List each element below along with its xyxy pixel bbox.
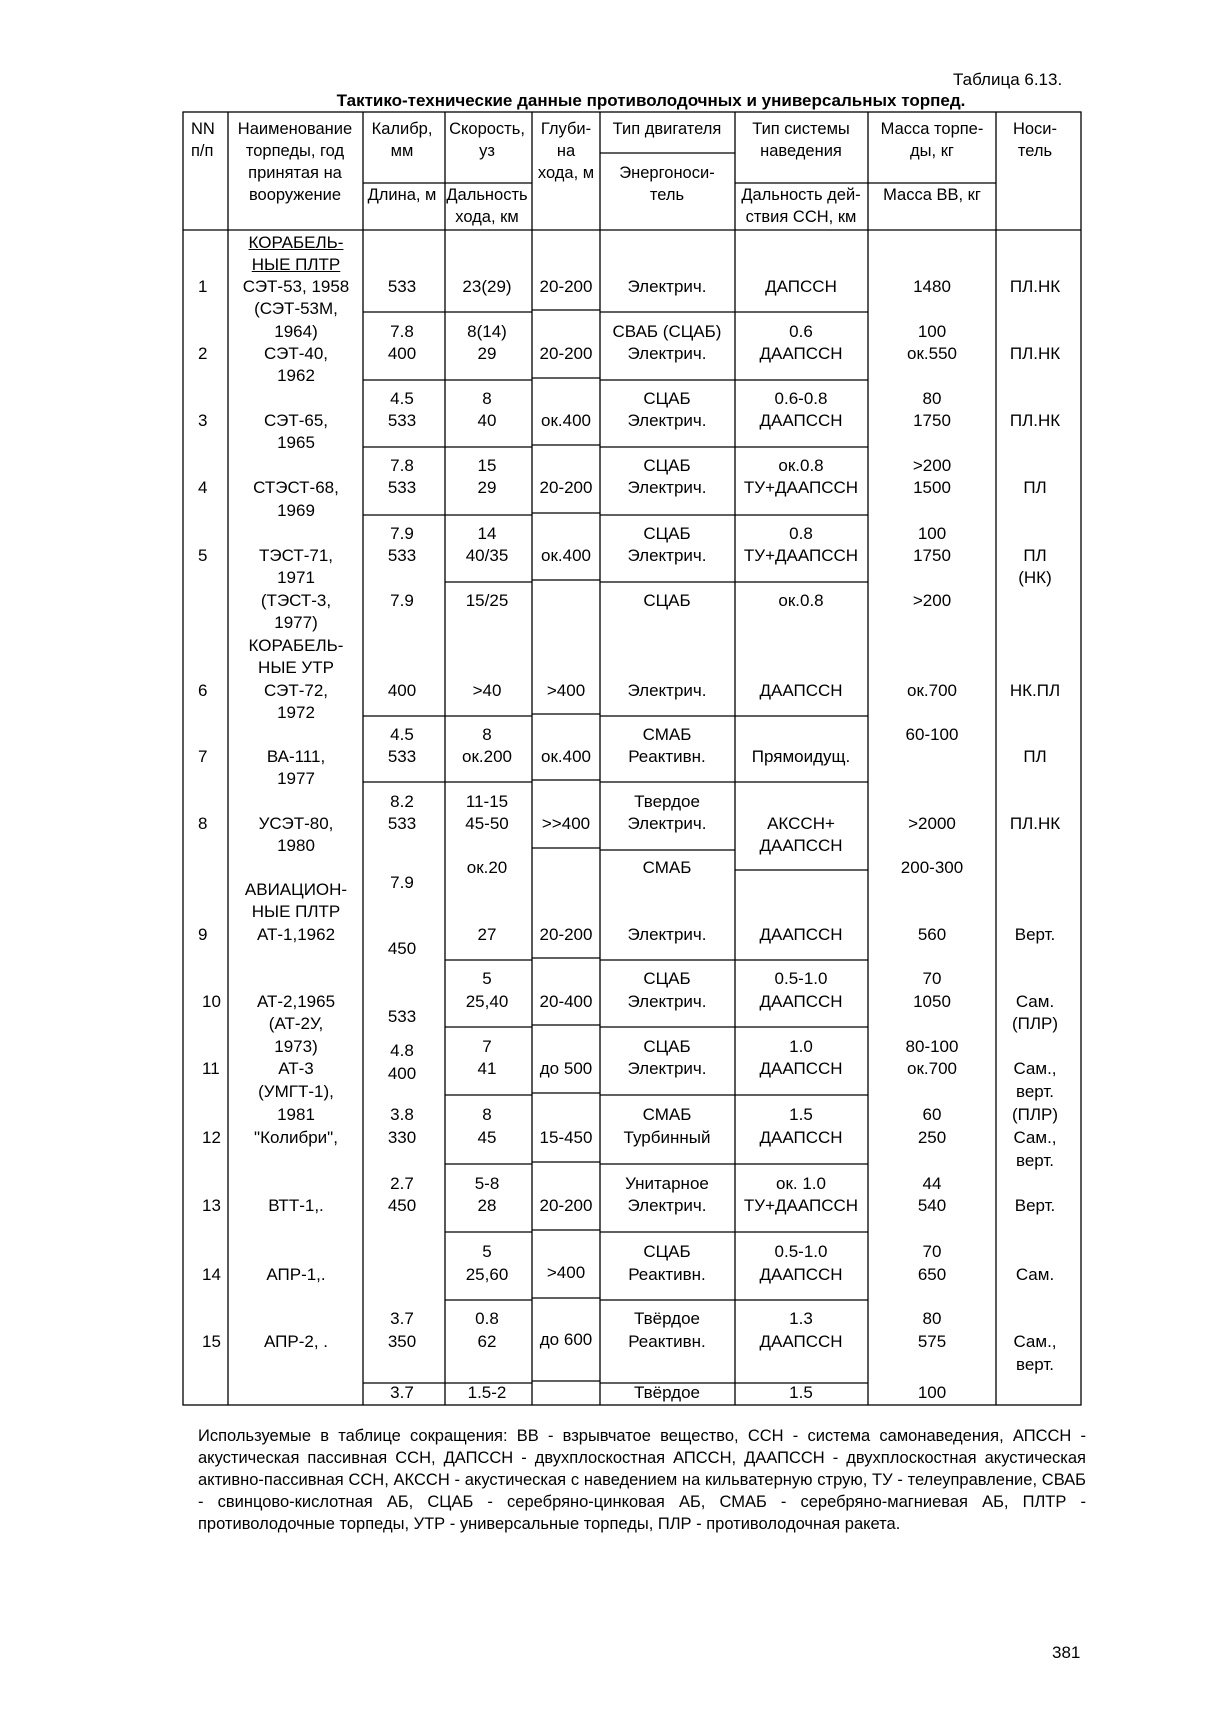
speed-value: >40 (472, 681, 502, 700)
mass-value: 540 (917, 1196, 947, 1215)
range-value: ок.200 (462, 747, 512, 766)
mass-bb-value: 60 (922, 1105, 942, 1124)
engine-value: Электрич. (627, 681, 707, 700)
ssn-range-value: 0.8 (789, 524, 813, 543)
engine-value: Реактивн. (628, 747, 706, 766)
header-energy: Энергоноси- тель (619, 164, 715, 204)
engine-value: Электрич. (627, 992, 707, 1011)
range-value: 29 (477, 478, 497, 497)
speed-value: ок.20 (466, 858, 508, 877)
length-value: 3.7 (390, 1309, 414, 1328)
depth-value: ок.400 (541, 546, 591, 565)
row-number: 10 (202, 992, 221, 1011)
range-value: 40/35 (465, 546, 509, 565)
carrier-value: ПЛ (1023, 546, 1047, 565)
mass-value: ок.700 (907, 681, 957, 700)
torpedo-name: АПР-2, . (264, 1332, 328, 1351)
row-number: 13 (202, 1196, 221, 1215)
mass-value: 1480 (913, 277, 951, 296)
torpedo-name: СТЭСТ-68, (253, 478, 339, 497)
header-caliber: Калибр, мм (371, 120, 433, 160)
carrier-value: ПЛ (1023, 478, 1047, 497)
torpedo-name: ВТТ-1,. (268, 1196, 324, 1215)
torpedo-name: (УМГТ-1), (258, 1082, 334, 1101)
mass-bb-value: 200-300 (900, 858, 964, 877)
engine-value: Турбинный (623, 1128, 711, 1147)
torpedo-name: 1981 (277, 1105, 315, 1124)
depth-value: >>400 (541, 814, 591, 833)
engine-value: Электрич. (627, 344, 707, 363)
guidance-value: ДААПССН (759, 344, 843, 363)
row-number: 11 (202, 1059, 220, 1078)
guidance-value: Прямоидущ. (751, 747, 851, 766)
energy-value: Твёрдое (633, 1309, 701, 1328)
depth-value: >400 (546, 1263, 586, 1282)
mass-bb-value: 44 (922, 1174, 942, 1193)
energy-value: СЦАБ (643, 1037, 691, 1056)
row-number: 1 (198, 277, 208, 296)
guidance-value: ДААПССН (759, 836, 843, 855)
speed-value: 5 (482, 1242, 492, 1261)
header-mass-bb: Масса ВВ, кг (883, 186, 981, 204)
mass-value: 250 (917, 1128, 947, 1147)
engine-value: Реактивн. (628, 1265, 706, 1284)
length-value: 7.8 (390, 456, 414, 475)
row-number: 9 (198, 925, 208, 944)
carrier-value: Верт. (1014, 1196, 1056, 1215)
section-heading: АВИАЦИОН- (244, 880, 348, 899)
footnote-text: Используемые в таблице сокращения: ВВ - взрывчатое вещество, ССН - система самонаведения, АПССН - акустическая пассивная ССН, ДАПССН - двухплоскостная АПССН, ДААПССН - двухплоскостная акустическая активно-пассивная ССН, АКССН - акустическая с наведением на кильватерную струю, ТУ - телеуправление, СВАБ - свинцово-кислотная АБ, СЦАБ - серебряно-цинковая АБ, СМАБ - серебряно-магниевая АБ, ПЛТР - противолодочные торпеды, УТР - универсальные торпеды, ПЛР - противолодочная ракета. (198, 1427, 1086, 1533)
header-nn: NN п/п (191, 120, 215, 160)
mass-bb-value: 70 (922, 969, 942, 988)
mass-value: 1750 (913, 411, 951, 430)
speed-value: 7 (482, 1037, 492, 1056)
energy-value: СЦАБ (643, 389, 691, 408)
torpedo-name: 1972 (277, 703, 315, 722)
carrier-value: ПЛ.НК (1009, 344, 1061, 363)
mass-bb-value: 70 (922, 1242, 942, 1261)
speed-value: 8 (482, 725, 492, 744)
engine-value: Электрич. (627, 1059, 707, 1078)
carrier-value: Сам. (1015, 992, 1055, 1011)
ssn-range-value: 0.5-1.0 (774, 1242, 828, 1261)
ssn-range-value: ок.0.8 (778, 456, 824, 475)
energy-value: Твёрдое (633, 1383, 701, 1402)
carrier-value: ПЛ (1023, 747, 1047, 766)
speed-value: 23(29) (462, 277, 512, 296)
depth-value: 20-200 (539, 925, 593, 944)
carrier-value: верт. (1015, 1082, 1055, 1101)
energy-value: Твердое (634, 792, 700, 811)
engine-value: Электрич. (627, 546, 707, 565)
carrier-value: Сам., (1013, 1332, 1057, 1351)
carrier-value: НК.ПЛ (1009, 681, 1061, 700)
table-number: Таблица 6.13. (953, 70, 1063, 89)
ssn-range-value: ок.0.8 (778, 591, 824, 610)
torpedo-name: ТЭСТ-71, (259, 546, 333, 565)
section-heading: КОРАБЕЛЬ- (248, 233, 344, 252)
torpedo-name: ВА-111, (266, 747, 326, 766)
mass-bb-value: >200 (912, 456, 952, 475)
table-caption: Тактико-технические данные противолодочных и универсальных торпед. (336, 91, 966, 110)
energy-value: СМАБ (642, 1105, 692, 1124)
speed-value: 11-15 (465, 792, 509, 811)
mass-value: 1500 (913, 478, 951, 497)
energy-value: СЦАБ (643, 524, 691, 543)
torpedo-name: АТ-1,1962 (256, 925, 336, 944)
depth-value: ок.400 (541, 747, 591, 766)
ssn-range-value: 1.0 (789, 1037, 813, 1056)
depth-value: 20-200 (539, 277, 593, 296)
torpedo-name: 1964) (274, 322, 318, 341)
length-value: 7.9 (390, 591, 414, 610)
caliber-value: 533 (387, 814, 417, 833)
torpedo-name: 1969 (277, 501, 315, 520)
depth-value: 20-200 (539, 478, 593, 497)
energy-value: Унитарное (625, 1174, 709, 1193)
torpedo-name: 1965 (277, 433, 315, 452)
carrier-value: верт. (1015, 1355, 1055, 1374)
length-value: 4.5 (390, 389, 414, 408)
speed-value: 8 (482, 1105, 492, 1124)
length-value: 4.5 (390, 725, 414, 744)
torpedo-name: "Колибри", (254, 1128, 338, 1147)
mass-value: ок.700 (907, 1059, 957, 1078)
engine-value: Электрич. (627, 478, 707, 497)
row-number: 5 (198, 546, 208, 565)
depth-value: 15-450 (539, 1128, 593, 1147)
section-heading: НЫЕ УТР (258, 658, 334, 677)
caliber-value: 400 (387, 1064, 417, 1083)
depth-value: 20-200 (539, 344, 593, 363)
depth-value: ок.400 (541, 411, 591, 430)
guidance-value: ДААПССН (759, 1332, 843, 1351)
row-number: 4 (198, 478, 208, 497)
range-value: 25,60 (465, 1265, 509, 1284)
torpedo-name: СЭТ-40, (264, 344, 328, 363)
length-value: 7.8 (390, 322, 414, 341)
header-length: Длина, м (367, 186, 437, 204)
speed-value: 8(14) (467, 322, 507, 341)
length-value: 2.7 (390, 1174, 414, 1193)
guidance-value: ДАПССН (765, 277, 837, 296)
mass-bb-value: 80-100 (905, 1037, 959, 1056)
header-guidance: Тип системы наведения (752, 120, 850, 160)
depth-value: до 500 (539, 1059, 593, 1078)
mass-bb-value: >200 (912, 591, 952, 610)
range-value: 41 (477, 1059, 497, 1078)
caliber-value: 400 (387, 344, 417, 363)
depth-value: 20-400 (539, 992, 593, 1011)
torpedo-name: 1977) (274, 613, 318, 632)
caliber-value: 400 (387, 681, 417, 700)
header-speed: Скорость, уз (449, 120, 525, 160)
header-mass: Масса торпе- ды, кг (880, 120, 984, 160)
torpedo-name: АПР-1,. (266, 1265, 326, 1284)
length-value: 3.8 (390, 1105, 414, 1124)
energy-value: СЦАБ (643, 591, 691, 610)
row-number: 12 (202, 1128, 221, 1147)
caliber-value: 450 (387, 1196, 417, 1215)
range-value: 29 (477, 344, 497, 363)
guidance-value: ДААПССН (759, 1128, 843, 1147)
speed-value: 0.8 (475, 1309, 499, 1328)
carrier-value: Сам., (1013, 1128, 1057, 1147)
energy-value: СЦАБ (643, 1242, 691, 1261)
ssn-range-value: 0.6 (789, 322, 813, 341)
speed-value: 1.5-2 (467, 1383, 507, 1402)
carrier-value: Верт. (1014, 925, 1056, 944)
carrier-value: (ПЛР) (1011, 1014, 1059, 1033)
length-value: 7.9 (390, 524, 414, 543)
header-carrier: Носи- тель (1012, 120, 1058, 160)
caliber-value: 533 (387, 411, 417, 430)
speed-value: 5 (482, 969, 492, 988)
section-heading: НЫЕ ПЛТР (251, 902, 341, 921)
mass-bb-value: 100 (917, 322, 947, 341)
mass-value: 1750 (913, 546, 951, 565)
guidance-value: ДААПССН (759, 925, 843, 944)
ssn-range-value: 0.5-1.0 (774, 969, 828, 988)
length-value: 8.2 (390, 792, 414, 811)
engine-value: Электрич. (627, 1196, 707, 1215)
row-number: 8 (198, 814, 208, 833)
page-number: 381 (1052, 1643, 1081, 1662)
speed-value: 5-8 (474, 1174, 500, 1193)
abbreviations-footnote (198, 1425, 1086, 1535)
torpedo-name: СЭТ-53, 1958 (242, 277, 350, 296)
engine-value: Электрич. (627, 411, 707, 430)
length-value: 3.7 (390, 1383, 414, 1402)
ssn-range-value: 1.5 (789, 1105, 813, 1124)
header-name: Наименование торпеды, год принятая на вооружение (237, 120, 353, 204)
guidance-value: ДААПССН (759, 1265, 843, 1284)
range-value: 45-50 (465, 814, 509, 833)
torpedo-name: СЭТ-72, (264, 681, 328, 700)
length-value: 7.9 (390, 873, 414, 892)
carrier-value: верт. (1015, 1151, 1055, 1170)
mass-bb-value: 80 (922, 389, 942, 408)
header-ssn-range: Дальность дей- ствия ССН, км (741, 186, 861, 226)
section-heading: КОРАБЕЛЬ- (248, 636, 344, 655)
mass-bb-value: 100 (917, 524, 947, 543)
torpedo-name: АТ-2,1965 (256, 992, 336, 1011)
carrier-value: ПЛ.НК (1009, 277, 1061, 296)
speed-value: 14 (477, 524, 497, 543)
torpedo-name: (СЭТ-53М, (254, 299, 338, 318)
engine-value: Электрич. (627, 814, 707, 833)
range-value: 45 (477, 1128, 497, 1147)
caliber-value: 533 (387, 546, 417, 565)
engine-value: Электрич. (627, 925, 707, 944)
range-value: 27 (477, 925, 497, 944)
guidance-value: ДААПССН (759, 992, 843, 1011)
energy-value: СМАБ (642, 725, 692, 744)
guidance-value: ТУ+ДААПССН (743, 478, 859, 497)
torpedo-name: 1962 (277, 366, 315, 385)
range-value: 28 (477, 1196, 497, 1215)
section-heading: НЫЕ ПЛТР (251, 255, 341, 274)
ssn-range-value: ок. 1.0 (776, 1174, 826, 1193)
torpedo-name: АТ-3 (278, 1059, 314, 1078)
header-depth: Глуби- на хода, м (537, 120, 595, 182)
mass-value: 1050 (913, 992, 951, 1011)
range-value: 40 (477, 411, 497, 430)
row-number: 14 (202, 1265, 221, 1284)
torpedo-name: 1977 (277, 769, 315, 788)
energy-value: СВАБ (СЦАБ) (612, 322, 722, 341)
carrier-value: (НК) (1018, 568, 1052, 587)
guidance-value: ДААПССН (759, 681, 843, 700)
torpedo-name: УСЭТ-80, (258, 814, 334, 833)
row-number: 6 (198, 681, 208, 700)
mass-value: >2000 (908, 814, 956, 833)
caliber-value: 533 (387, 747, 417, 766)
carrier-value: Сам., (1013, 1059, 1057, 1078)
caliber-value: 350 (387, 1332, 417, 1351)
mass-bb-value: 100 (917, 1383, 947, 1402)
energy-value: СЦАБ (643, 969, 691, 988)
speed-value: 8 (482, 389, 492, 408)
carrier-value: ПЛ.НК (1009, 411, 1061, 430)
guidance-value: ТУ+ДААПССН (743, 546, 859, 565)
torpedo-name: 1971 (277, 568, 315, 587)
guidance-value: ДААПССН (759, 411, 843, 430)
length-value: 4.8 (390, 1041, 414, 1060)
engine-value: Электрич. (627, 277, 707, 296)
carrier-value: ПЛ.НК (1009, 814, 1061, 833)
energy-value: СЦАБ (643, 456, 691, 475)
header-engine: Тип двигателя (612, 120, 722, 138)
mass-value: 560 (917, 925, 947, 944)
mass-value: 575 (917, 1332, 947, 1351)
mass-bb-value: 60-100 (905, 725, 959, 744)
caliber-value: 533 (387, 478, 417, 497)
range-value: 25,40 (465, 992, 509, 1011)
caliber-value: 450 (387, 939, 417, 958)
caliber-value: 330 (387, 1128, 417, 1147)
mass-bb-value: 80 (922, 1309, 942, 1328)
mass-value: ок.550 (907, 344, 957, 363)
row-number: 15 (202, 1332, 221, 1351)
row-number: 7 (198, 747, 208, 766)
guidance-value: ДААПССН (759, 1059, 843, 1078)
guidance-value: АКССН+ (767, 814, 835, 833)
guidance-value: ТУ+ДААПССН (743, 1196, 859, 1215)
depth-value: 20-200 (539, 1196, 593, 1215)
torpedo-name: (ТЭСТ-3, (260, 591, 332, 610)
speed-value: 15 (477, 456, 497, 475)
caliber-value: 533 (387, 1007, 417, 1026)
speed-value: 15/25 (465, 591, 509, 610)
header-range: Дальность хода, км (446, 186, 528, 226)
row-number: 3 (198, 411, 208, 430)
depth-value: >400 (546, 681, 586, 700)
range-value: 62 (477, 1332, 497, 1351)
torpedo-name: СЭТ-65, (264, 411, 328, 430)
ssn-range-value: 1.5 (789, 1383, 813, 1402)
mass-value: 650 (917, 1265, 947, 1284)
energy-value: СМАБ (642, 858, 692, 877)
carrier-value: Сам. (1015, 1265, 1055, 1284)
ssn-range-value: 0.6-0.8 (774, 389, 828, 408)
torpedo-name: 1980 (277, 836, 315, 855)
depth-value: до 600 (539, 1330, 593, 1349)
torpedo-name: (АТ-2У, (268, 1014, 324, 1033)
torpedo-name: 1973) (274, 1037, 318, 1056)
ssn-range-value: 1.3 (789, 1309, 813, 1328)
row-number: 2 (198, 344, 208, 363)
engine-value: Реактивн. (628, 1332, 706, 1351)
caliber-value: 533 (387, 277, 417, 296)
carrier-value: (ПЛР) (1011, 1105, 1059, 1124)
